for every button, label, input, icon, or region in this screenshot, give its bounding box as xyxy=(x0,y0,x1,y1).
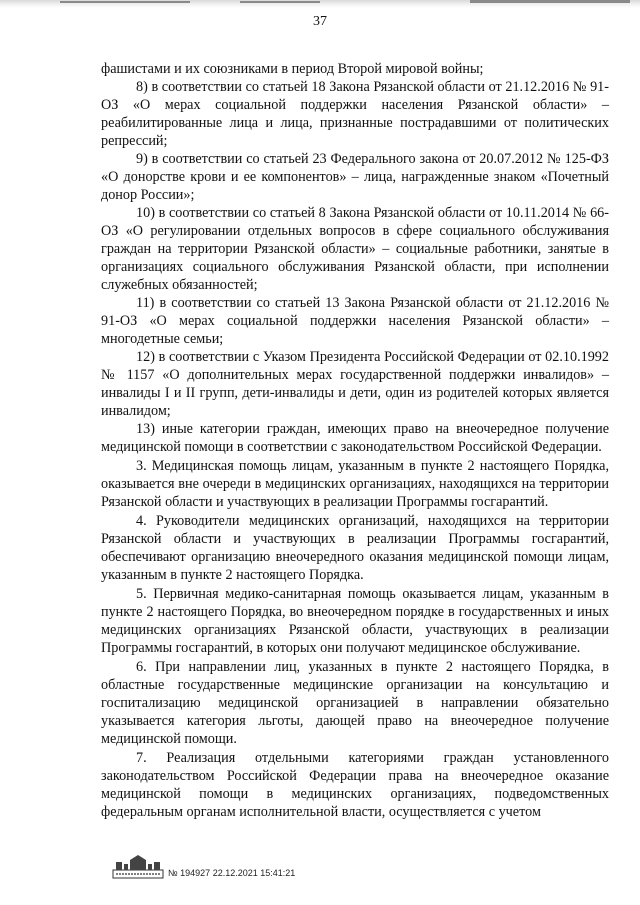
scan-top-edge xyxy=(0,0,640,8)
paragraph-item-12: 12) в соответствии с Указом Президента Российской Федерации от 02.10.1992 № 1157 «О дополнительных мерах государственной поддержки инвалидов» – инвалиды I и II групп, дети-инвалиды и дети, один из родителей которых является инвалидом; xyxy=(101,349,609,419)
page-number: 37 xyxy=(313,14,327,29)
paragraph-item-11: 11) в соответствии со статьей 13 Закона Рязанской области от 21.12.2016 № 91-ОЗ «О мерах социальной поддержки населения Рязанской области» – многодетные семьи; xyxy=(101,295,609,347)
paragraph-item-8: 8) в соответствии со статьей 18 Закона Рязанской области от 21.12.2016 № 91-ОЗ «О мерах социальной поддержки населения Рязанской области» – реабилитированные лица и лица, признанные пострадавшими от политических репрессий; xyxy=(101,79,609,149)
paragraph-item-9: 9) в соответствии со статьей 23 Федерального закона от 20.07.2012 № 125-ФЗ «О донорстве крови и ее компонентов» – лица, награжденные знаком «Почетный донор России»; xyxy=(101,151,609,203)
paragraph-item-10: 10) в соответствии со статьей 8 Закона Рязанской области от 10.11.2014 № 66-ОЗ «О регулировании отдельных вопросов в сфере социального обслуживания граждан на территории Рязанской области» – социальные работники, занятые в организациях социального обслуживания Рязанской области, при исполнении служебных обязанностей; xyxy=(101,205,609,293)
registration-footer xyxy=(112,854,532,894)
registry-logo-icon xyxy=(112,854,164,880)
paragraph-point-4: 4. Руководители медицинских организаций, находящихся на территории Рязанской области и участвующих в реализации Программы госгарантий, обеспечивают организацию внеочередного оказания медицинской помощи лицам, указанным в пункте 2 настоящего Порядка. xyxy=(101,513,609,583)
registration-mark: № 194927 22.12.2021 15:41:21 xyxy=(168,868,296,878)
document-body xyxy=(101,60,609,821)
paragraph-point-6: 6. При направлении лиц, указанных в пункте 2 настоящего Порядка, в областные государственные медицинские организации на консультацию и госпитализацию медицинской организацией в направлении обязательно указывается категория льготы, дающей право на внеочередное получение медицинской помощи. xyxy=(101,659,609,747)
paragraph-continuation: фашистами и их союзниками в период Второй мировой войны; xyxy=(101,61,484,77)
paragraph-point-5: 5. Первичная медико-санитарная помощь оказывается лицам, указанным в пункте 2 настоящего Порядка, во внеочередном порядке в государственных и иных медицинских организациях Рязанской области, участвующих в реализации Программы госгарантий, в которых они получают медицинское обслуживание. xyxy=(101,586,609,656)
paragraph-point-7: 7. Реализация отдельными категориями граждан установленного законодательством Российской Федерации права на внеочередное оказание медицинской помощи в медицинских организациях, подведомственных федеральным органам исполнительной власти, осуществляется с учетом xyxy=(101,750,609,820)
paragraph-point-3: 3. Медицинская помощь лицам, указанным в пункте 2 настоящего Порядка, оказывается вне очереди в медицинских организациях, находящихся на территории Рязанской области и участвующих в реализации Программы госгарантий. xyxy=(101,458,609,510)
paragraph-item-13: 13) иные категории граждан, имеющих право на внеочередное получение медицинской помощи в соответствии с законодательством Российской Федерации. xyxy=(101,421,609,455)
